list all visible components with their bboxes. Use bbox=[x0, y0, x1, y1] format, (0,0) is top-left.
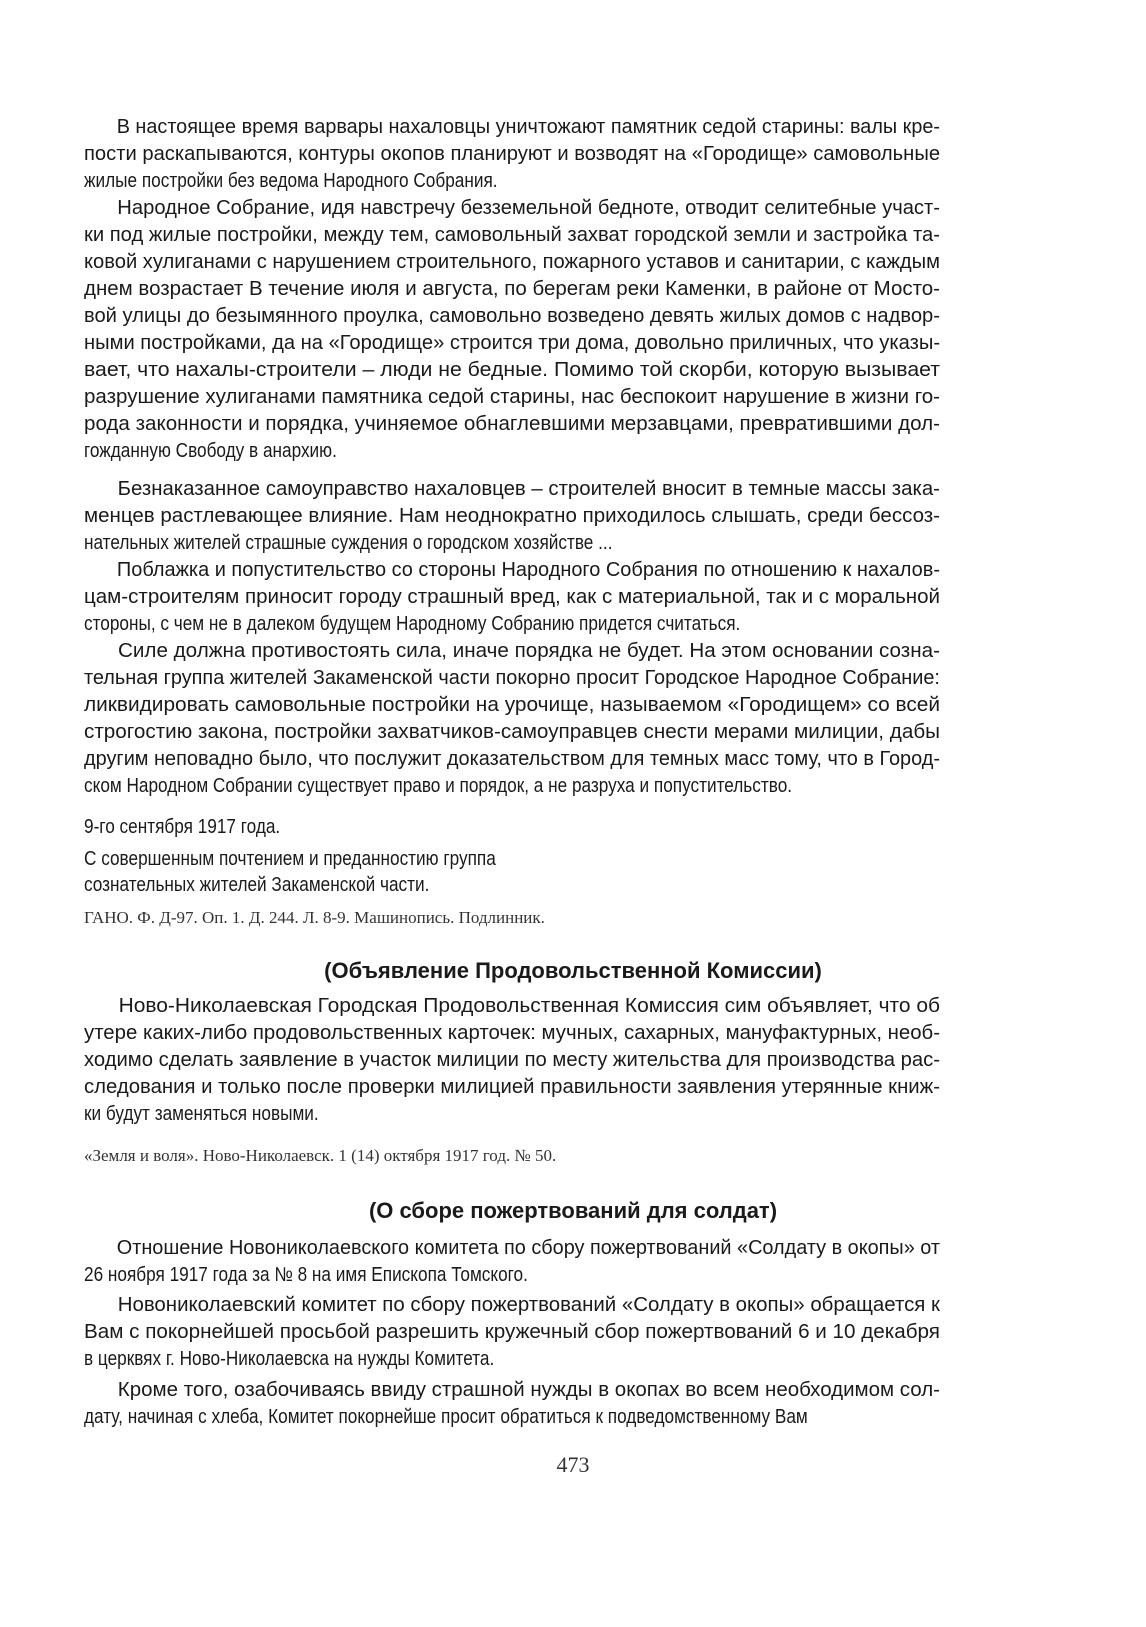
text-line: Новониколаевский комитет по сбору пожертвований «Солдату в окопы» обращается к bbox=[117, 1294, 940, 1316]
paragraph bbox=[84, 476, 940, 557]
letter-date: 9-го сентября 1917 года. bbox=[84, 816, 281, 838]
text-line: другим неповадно было, что послужит доказательством для темных масс тому, что в Город- bbox=[84, 748, 940, 770]
text-line: ходимо сделать заявление в участок милиции по месту жительства для производства рас- bbox=[84, 1049, 941, 1071]
paragraph bbox=[84, 1235, 940, 1289]
text-line: менцев растлевающее влияние. Нам неоднократно приходилось слышать, среди бессоз- bbox=[84, 505, 940, 527]
text-line: ковой хулиганами с нарушением строительного, пожарного уставов и санитарии, с каждым bbox=[84, 251, 941, 273]
text-line: Силе должна противостоять сила, иначе порядка не будет. На этом основании созна- bbox=[118, 640, 940, 662]
text-line: Кроме того, озабочиваясь ввиду страшной нужды в окопах во всем необходимом сол- bbox=[117, 1379, 940, 1401]
text-line: ликвидировать самовольные постройки на урочище, называемом «Городищем» со всей bbox=[84, 694, 941, 716]
signature-line: сознательных жителей Закаменской части. bbox=[84, 874, 430, 896]
text-line: жилые постройки без ведома Народного Собрания. bbox=[84, 170, 498, 192]
page-number: 473 bbox=[556, 1452, 590, 1477]
text-line: Народное Собрание, идя навстречу безземельной бедноте, отводит селитебные участ- bbox=[117, 197, 941, 219]
text-line: утере каких-либо продовольственных карточек: мучных, сахарных, мануфактурных, необ- bbox=[84, 1022, 941, 1044]
text-line: Вам с покорнейшей просьбой разрешить кружечный сбор пожертвований 6 и 10 декабря bbox=[84, 1321, 940, 1343]
announcement-source: «Земля и воля». Ново-Николаевск. 1 (14) октября 1917 год. № 50. bbox=[84, 1146, 557, 1165]
text-line: Поблажка и попустительство со стороны Народного Собрания по отношению к нахалов- bbox=[116, 559, 940, 581]
text-line: Отношение Новониколаевского комитета по сбору пожертвований «Солдату в окопы» от bbox=[116, 1237, 940, 1259]
text-line: вой улицы до безымянного проулка, самовольно возведено девять жилых домов с надвор- bbox=[84, 305, 940, 327]
text-line: следования и только после проверки милицией правильности заявления утерянные книж- bbox=[84, 1076, 940, 1098]
text-line: дату, начиная с хлеба, Комитет покорнейше просит обратиться к подведомственному Вам bbox=[84, 1406, 808, 1428]
text-line: пости раскапываются, контуры окопов планируют и возводят на «Городище» самовольные bbox=[84, 143, 941, 165]
text-line: разрушение хулиганами памятника седой старины, нас беспокоит нарушение в жизни го- bbox=[84, 386, 941, 408]
signature-line: С совершенным почтением и преданностию группа bbox=[84, 848, 496, 870]
paragraph bbox=[84, 993, 940, 1128]
announcement-heading: (Объявление Продовольственной Комиссии) bbox=[324, 958, 822, 983]
text-line: ки будут заменяться новыми. bbox=[84, 1103, 319, 1125]
paragraph bbox=[84, 1292, 940, 1373]
text-line: стороны, с чем не в далеком будущем Народному Собранию придется считаться. bbox=[84, 613, 741, 635]
paragraph bbox=[84, 195, 940, 465]
paragraph bbox=[84, 114, 940, 195]
text-line: рода законности и порядка, учиняемое обнаглевшими мерзавцами, превратившими дол- bbox=[84, 413, 940, 435]
letter-signature bbox=[84, 846, 940, 898]
text-line: Ново-Николаевская Городская Продовольственная Комиссия сим объявляет, что об bbox=[118, 995, 941, 1017]
donations-heading: (О сборе пожертвований для солдат) bbox=[368, 1198, 778, 1223]
text-line: тельная группа жителей Закаменской части покорно просит Городское Народное Собрание: bbox=[84, 667, 940, 689]
text-line: нательных жителей страшные суждения о городском хозяйстве ... bbox=[84, 532, 613, 554]
text-line: цам-строителям приносит городу страшный вред, как с материальной, так и с моральной bbox=[84, 586, 941, 608]
text-line: Безнаказанное самоуправство нахаловцев – строителей вносит в темные массы зака- bbox=[117, 478, 940, 500]
letter-date-block bbox=[84, 814, 940, 841]
text-line: ском Народном Собрании существует право и порядок, а не разруха и попустительство. bbox=[84, 775, 793, 797]
text-line: строгостию закона, постройки захватчиков-самоуправцев снести мерами милиции, дабы bbox=[84, 721, 941, 743]
text-line: ки под жилые постройки, между тем, самовольный захват городской земли и застройка та- bbox=[84, 224, 940, 246]
paragraph bbox=[84, 638, 940, 800]
text-line: вает, что нахалы-строители – люди не бедные. Помимо той скорби, которую вызывает bbox=[84, 359, 941, 381]
text-line: В настоящее время варвары нахаловцы уничтожают памятник седой старины: валы кре- bbox=[116, 116, 940, 138]
text-line: гожданную Свободу в анархию. bbox=[84, 440, 337, 462]
text-line: 26 ноября 1917 года за № 8 на имя Епископа Томского. bbox=[84, 1264, 528, 1286]
letter-source: ГАНО. Ф. Д-97. Оп. 1. Д. 244. Л. 8-9. Машинопись. Подлинник. bbox=[84, 908, 545, 927]
text-line: днем возрастает В течение июля и августа, по берегам реки Каменки, в районе от Мосто- bbox=[84, 278, 940, 300]
text-line: ными постройками, да на «Городище» строится три дома, довольно приличных, что указы- bbox=[84, 332, 941, 354]
paragraph bbox=[84, 557, 940, 638]
paragraph bbox=[84, 1377, 940, 1431]
text-line: в церквях г. Ново-Николаевска на нужды Комитета. bbox=[84, 1348, 495, 1370]
